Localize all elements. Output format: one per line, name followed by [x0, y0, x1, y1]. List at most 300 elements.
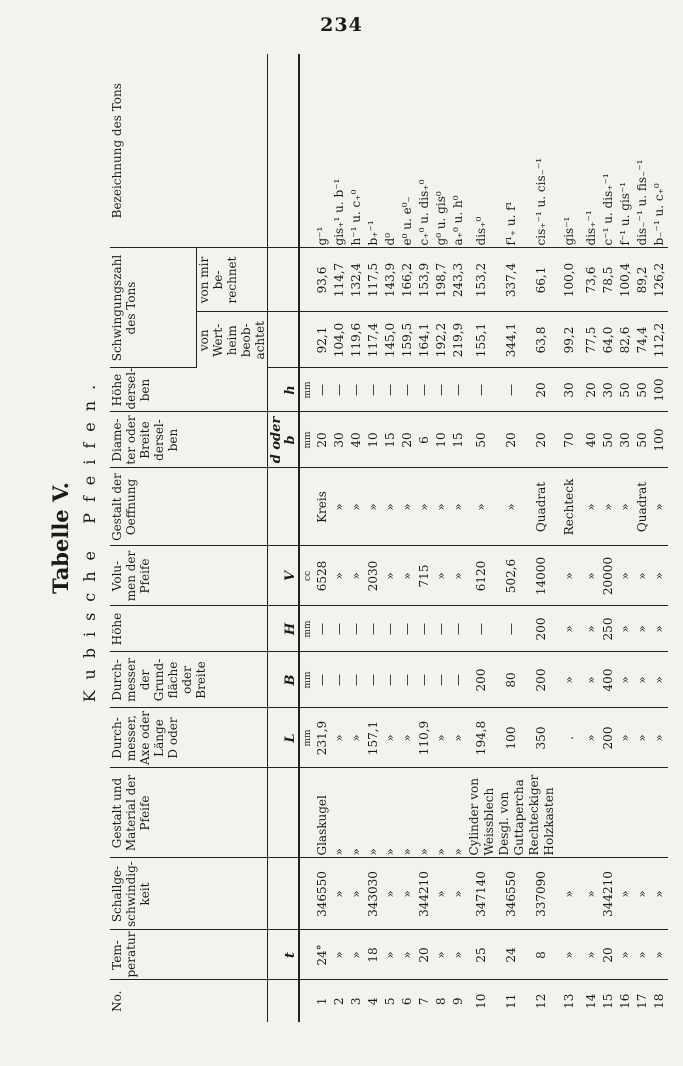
- header-axis: Durch-messer, Axe oder Länge D oder: [110, 708, 267, 768]
- cell-row-number: 8: [433, 997, 448, 1006]
- cell-material: Rechteckiger Holzkasten: [527, 768, 557, 858]
- cell-tone-name: e⁰ u. e⁰₋: [399, 54, 416, 248]
- table-row: [527, 54, 557, 1022]
- cell-freq-observed: 99,2: [557, 312, 583, 368]
- cell-opening-shape: »: [467, 468, 497, 546]
- cell-tone-name: c₊⁰ u. dis₊⁰: [416, 54, 433, 248]
- cell-opening-diameter: 15: [450, 412, 467, 468]
- cell-tone-name: dis₊⁰: [467, 54, 497, 248]
- cell-material: »: [331, 768, 348, 858]
- cell-volume: »: [433, 546, 450, 606]
- symbol-diameter: d oder b: [267, 412, 299, 468]
- table-row: [583, 54, 600, 1022]
- cell-opening-shape: Rechteck: [557, 468, 583, 546]
- table-row: [450, 54, 467, 1022]
- cell-tone-name: b₋⁻¹ u. c₊⁰: [651, 54, 668, 248]
- cell-base-width: »: [583, 652, 600, 708]
- cell-height: —: [314, 606, 331, 652]
- cell-height: »: [651, 606, 668, 652]
- cell-freq-calculated: 100,4: [617, 248, 634, 312]
- symbol-axis: L: [267, 708, 299, 768]
- cell-opening-diameter: 20: [527, 412, 557, 468]
- symbol-base: B: [267, 652, 299, 708]
- cell-sound-speed: »: [583, 858, 600, 930]
- cell-material: »: [348, 768, 365, 858]
- cell-axis-length: 157,1: [365, 708, 382, 768]
- cell-material: »: [382, 768, 399, 858]
- table-row: [651, 54, 668, 1022]
- cell-height: 200: [527, 606, 557, 652]
- symbol-temperature: t: [267, 930, 299, 980]
- table-row: [467, 54, 497, 1022]
- cell-sound-speed: »: [433, 858, 450, 930]
- cell-opening-diameter: 20: [314, 412, 331, 468]
- cell-volume: 14000: [527, 546, 557, 606]
- cell-axis-length: »: [583, 708, 600, 768]
- cell-freq-calculated: 243,3: [450, 248, 467, 312]
- header-height: Höhe: [110, 606, 267, 652]
- unit-diameter: mm: [302, 431, 313, 449]
- cell-freq-calculated: 132,4: [348, 248, 365, 312]
- cell-axis-length: 231,9: [314, 708, 331, 768]
- cell-opening-height: —: [450, 368, 467, 412]
- cell-volume: 6528: [314, 546, 331, 606]
- cell-opening-height: 30: [600, 368, 617, 412]
- cell-row-number: 16: [617, 993, 632, 1009]
- cell-axis-length: 350: [527, 708, 557, 768]
- header-frequency-group: Schwingungszahl des Tons: [110, 248, 196, 368]
- cell-volume: 502,6: [497, 546, 527, 606]
- header-material: Gestalt und Material der Pfeife: [110, 768, 267, 858]
- header-volume: Volu-men der Pfeife: [110, 546, 267, 606]
- cell-base-width: —: [433, 652, 450, 708]
- cell-material: Cylinder von Weissblech: [467, 768, 497, 858]
- cell-tone-name: gis₊¹ u. b⁻¹: [331, 54, 348, 248]
- cell-base-width: »: [617, 652, 634, 708]
- cell-tone-name: c⁻¹ u. dis₊⁻¹: [600, 54, 617, 248]
- cell-tone-name: f¹₊ u. f¹: [497, 54, 527, 248]
- cell-tone-name: b₊⁻¹: [365, 54, 382, 248]
- cell-base-width: —: [382, 652, 399, 708]
- cell-row-number: 7: [416, 997, 431, 1006]
- cell-sound-speed: 344210: [416, 858, 433, 930]
- cell-opening-shape: »: [651, 468, 668, 546]
- header-sound-speed: Schallge-schwindig-keit: [110, 858, 267, 930]
- cell-height: »: [634, 606, 651, 652]
- unit-base: mm: [302, 671, 313, 689]
- table-row: [634, 54, 651, 1022]
- symbol-height: H: [267, 606, 299, 652]
- cell-material: Glaskugel: [314, 768, 331, 858]
- table-row: [314, 54, 331, 1022]
- cell-axis-length: »: [348, 708, 365, 768]
- cell-height: —: [450, 606, 467, 652]
- header-opening-diameter: Diame-ter oder Breite dersel-ben: [110, 412, 267, 468]
- cell-temperature: 24°: [314, 930, 331, 980]
- cell-row-number: 3: [348, 997, 363, 1006]
- cell-freq-observed: 77,5: [583, 312, 600, 368]
- cell-sound-speed: »: [634, 858, 651, 930]
- cell-sound-speed: »: [348, 858, 365, 930]
- cell-opening-height: —: [382, 368, 399, 412]
- table-row: [600, 54, 617, 1022]
- cell-temperature: »: [348, 930, 365, 980]
- cell-volume: »: [634, 546, 651, 606]
- cell-temperature: »: [651, 930, 668, 980]
- cell-opening-height: —: [467, 368, 497, 412]
- cell-tone-name: g⁻¹: [314, 54, 331, 248]
- cell-opening-shape: »: [583, 468, 600, 546]
- cell-temperature: »: [399, 930, 416, 980]
- cell-opening-shape: »: [450, 468, 467, 546]
- cell-freq-calculated: 93,6: [314, 248, 331, 312]
- cell-opening-diameter: 50: [467, 412, 497, 468]
- cell-base-width: »: [651, 652, 668, 708]
- cell-temperature: »: [617, 930, 634, 980]
- cell-volume: »: [399, 546, 416, 606]
- cell-opening-shape: Quadrat: [527, 468, 557, 546]
- cell-opening-shape: »: [416, 468, 433, 546]
- cell-freq-observed: 119,6: [348, 312, 365, 368]
- symbol-tone: [267, 54, 299, 248]
- cell-axis-length: »: [331, 708, 348, 768]
- cell-height: —: [382, 606, 399, 652]
- cell-tone-name: a₊⁰ u. h⁰: [450, 54, 467, 248]
- cell-opening-diameter: 6: [416, 412, 433, 468]
- cell-freq-observed: 344,1: [497, 312, 527, 368]
- cell-axis-length: »: [450, 708, 467, 768]
- cell-sound-speed: »: [651, 858, 668, 930]
- cell-tone-name: h⁻¹ u. c₊⁰: [348, 54, 365, 248]
- cell-material: »: [399, 768, 416, 858]
- cell-freq-calculated: 143,9: [382, 248, 399, 312]
- cell-tone-name: cis₊⁻¹ u. cis₋⁻¹: [527, 54, 557, 248]
- cell-height: 250: [600, 606, 617, 652]
- cell-height: »: [617, 606, 634, 652]
- header-frequency-observed: von Wert-heim beob-achtet: [196, 312, 267, 368]
- cell-opening-height: —: [365, 368, 382, 412]
- cell-base-width: 200: [527, 652, 557, 708]
- cell-axis-length: 100: [497, 708, 527, 768]
- cell-sound-speed: »: [450, 858, 467, 930]
- table-row: [399, 54, 416, 1022]
- cell-temperature: 18: [365, 930, 382, 980]
- cell-opening-height: —: [433, 368, 450, 412]
- cell-freq-observed: 112,2: [651, 312, 668, 368]
- cell-row-number: 1: [314, 997, 329, 1006]
- cell-base-width: —: [348, 652, 365, 708]
- cell-height: —: [348, 606, 365, 652]
- cell-opening-height: 50: [617, 368, 634, 412]
- cell-sound-speed: »: [399, 858, 416, 930]
- cell-sound-speed: 346550: [497, 858, 527, 930]
- cell-opening-diameter: 30: [331, 412, 348, 468]
- cell-volume: »: [450, 546, 467, 606]
- cell-base-width: 400: [600, 652, 617, 708]
- cell-height: »: [583, 606, 600, 652]
- cell-material: »: [450, 768, 467, 858]
- rotated-table-block: [44, 54, 666, 1022]
- cell-opening-height: —: [416, 368, 433, 412]
- cell-opening-shape: Quadrat: [634, 468, 651, 546]
- cell-freq-observed: 145,0: [382, 312, 399, 368]
- cell-volume: 2030: [365, 546, 382, 606]
- data-table: [110, 54, 668, 1022]
- symbol-observed: [267, 312, 299, 368]
- cell-freq-calculated: 153,2: [467, 248, 497, 312]
- symbol-speed: [267, 858, 299, 930]
- cell-sound-speed: »: [557, 858, 583, 930]
- cell-base-width: —: [399, 652, 416, 708]
- cell-row-number: 14: [583, 993, 598, 1009]
- cell-base-width: 200: [467, 652, 497, 708]
- cell-row-number: 5: [382, 997, 397, 1006]
- cell-sound-speed: 337090: [527, 858, 557, 930]
- cell-opening-shape: »: [600, 468, 617, 546]
- unit-volume: cc: [302, 570, 313, 582]
- cell-freq-calculated: 198,7: [433, 248, 450, 312]
- cell-opening-shape: »: [382, 468, 399, 546]
- cell-freq-observed: 63,8: [527, 312, 557, 368]
- unit-opening-height: mm: [302, 381, 313, 399]
- cell-material: [634, 768, 651, 858]
- cell-axis-length: »: [399, 708, 416, 768]
- header-no: No.: [110, 980, 267, 1022]
- table-row: [365, 54, 382, 1022]
- table-row: [497, 54, 527, 1022]
- cell-temperature: »: [331, 930, 348, 980]
- cell-temperature: »: [557, 930, 583, 980]
- cell-material: Desgl. von Guttapercha: [497, 768, 527, 858]
- table-body: [299, 54, 668, 1022]
- cell-opening-shape: »: [399, 468, 416, 546]
- cell-freq-observed: 164,1: [416, 312, 433, 368]
- cell-axis-length: .: [557, 708, 583, 768]
- cell-axis-length: 110,9: [416, 708, 433, 768]
- cell-temperature: 25: [467, 930, 497, 980]
- cell-opening-diameter: 40: [583, 412, 600, 468]
- cell-opening-height: —: [314, 368, 331, 412]
- page-number: 234: [320, 14, 363, 36]
- cell-freq-calculated: 126,2: [651, 248, 668, 312]
- cell-opening-diameter: 15: [382, 412, 399, 468]
- cell-sound-speed: »: [617, 858, 634, 930]
- cell-material: [651, 768, 668, 858]
- cell-freq-observed: 219,9: [450, 312, 467, 368]
- cell-base-width: —: [450, 652, 467, 708]
- cell-temperature: »: [382, 930, 399, 980]
- cell-freq-calculated: 114,7: [331, 248, 348, 312]
- cell-axis-length: »: [634, 708, 651, 768]
- cell-freq-observed: 92,1: [314, 312, 331, 368]
- table-row: [331, 54, 348, 1022]
- cell-sound-speed: »: [382, 858, 399, 930]
- cell-base-width: »: [634, 652, 651, 708]
- header-tone: Bezeichnung des Tons: [110, 54, 267, 248]
- cell-opening-height: 30: [557, 368, 583, 412]
- table-row: [557, 54, 583, 1022]
- cell-opening-height: 20: [527, 368, 557, 412]
- cell-axis-length: 194,8: [467, 708, 497, 768]
- cell-opening-shape: »: [433, 468, 450, 546]
- cell-sound-speed: 343030: [365, 858, 382, 930]
- cell-tone-name: f⁻¹ u. gis⁻¹: [617, 54, 634, 248]
- cell-material: »: [433, 768, 450, 858]
- cell-tone-name: dis₊⁻¹: [583, 54, 600, 248]
- cell-temperature: »: [433, 930, 450, 980]
- cell-axis-length: »: [617, 708, 634, 768]
- cell-base-width: »: [557, 652, 583, 708]
- cell-opening-diameter: 30: [617, 412, 634, 468]
- cell-row-number: 6: [399, 997, 414, 1006]
- cell-opening-height: —: [399, 368, 416, 412]
- cell-height: —: [365, 606, 382, 652]
- cell-opening-height: 50: [634, 368, 651, 412]
- header-frequency-calculated: von mir be-rechnet: [196, 248, 267, 312]
- cell-axis-length: »: [651, 708, 668, 768]
- cell-row-number: 18: [651, 993, 666, 1009]
- cell-freq-observed: 74,4: [634, 312, 651, 368]
- cell-volume: »: [348, 546, 365, 606]
- cell-tone-name: d⁰: [382, 54, 399, 248]
- cell-freq-calculated: 117,5: [365, 248, 382, 312]
- symbol-opening: [267, 468, 299, 546]
- cell-freq-observed: 155,1: [467, 312, 497, 368]
- cell-opening-shape: »: [617, 468, 634, 546]
- cell-base-width: —: [331, 652, 348, 708]
- table-row: [617, 54, 634, 1022]
- cell-axis-length: »: [382, 708, 399, 768]
- cell-base-width: —: [416, 652, 433, 708]
- symbol-calculated: [267, 248, 299, 312]
- symbol-no: [267, 980, 299, 1022]
- cell-temperature: 20: [600, 930, 617, 980]
- cell-row-number: 10: [474, 993, 488, 1009]
- table-row: [382, 54, 399, 1022]
- cell-freq-calculated: 66,1: [527, 248, 557, 312]
- cell-tone-name: gis⁻¹: [557, 54, 583, 248]
- table-title: Tabelle V.: [48, 482, 73, 594]
- cell-row-number: 17: [634, 993, 649, 1009]
- cell-opening-shape: Kreis: [314, 468, 331, 546]
- cell-material: »: [416, 768, 433, 858]
- table-row: [348, 54, 365, 1022]
- unit-axis: mm: [302, 729, 313, 747]
- cell-freq-observed: 64,0: [600, 312, 617, 368]
- symbol-volume: V: [267, 546, 299, 606]
- cell-height: —: [399, 606, 416, 652]
- cell-base-width: —: [314, 652, 331, 708]
- cell-temperature: »: [583, 930, 600, 980]
- cell-opening-diameter: 10: [365, 412, 382, 468]
- cell-opening-height: 100: [651, 368, 668, 412]
- cell-freq-calculated: 78,5: [600, 248, 617, 312]
- cell-row-number: 12: [534, 993, 548, 1009]
- cell-opening-height: 20: [583, 368, 600, 412]
- cell-temperature: 8: [527, 930, 557, 980]
- cell-opening-diameter: 20: [497, 412, 527, 468]
- cell-freq-observed: 192,2: [433, 312, 450, 368]
- cell-volume: 6120: [467, 546, 497, 606]
- cell-opening-diameter: 50: [634, 412, 651, 468]
- cell-freq-calculated: 100,0: [557, 248, 583, 312]
- cell-height: —: [433, 606, 450, 652]
- header-temperature: Tem-peratur: [110, 930, 267, 980]
- cell-temperature: »: [634, 930, 651, 980]
- cell-base-width: —: [365, 652, 382, 708]
- cell-freq-calculated: 153,9: [416, 248, 433, 312]
- cell-material: [583, 768, 600, 858]
- cell-opening-diameter: 40: [348, 412, 365, 468]
- cell-freq-observed: 159,5: [399, 312, 416, 368]
- cell-opening-diameter: 50: [600, 412, 617, 468]
- cell-opening-diameter: 10: [433, 412, 450, 468]
- cell-height: »: [557, 606, 583, 652]
- cell-opening-shape: »: [331, 468, 348, 546]
- cell-volume: »: [557, 546, 583, 606]
- cell-material: [557, 768, 583, 858]
- cell-axis-length: 200: [600, 708, 617, 768]
- cell-temperature: 24: [497, 930, 527, 980]
- cell-freq-calculated: 166,2: [399, 248, 416, 312]
- cell-row-number: 2: [331, 997, 346, 1006]
- cell-sound-speed: 344210: [600, 858, 617, 930]
- cell-opening-height: —: [348, 368, 365, 412]
- cell-temperature: 20: [416, 930, 433, 980]
- cell-opening-height: —: [331, 368, 348, 412]
- table-row: [433, 54, 450, 1022]
- cell-base-width: 80: [497, 652, 527, 708]
- cell-height: —: [497, 606, 527, 652]
- cell-volume: »: [651, 546, 668, 606]
- header-opening-shape: Gestalt der Oeffnung: [110, 468, 267, 546]
- cell-row-number: 4: [365, 997, 380, 1006]
- cell-height: —: [416, 606, 433, 652]
- header-opening-height: Höhe dersel-ben: [110, 368, 267, 412]
- units-row: [299, 54, 314, 1022]
- table-subtitle: Kubische Pfeifen.: [80, 373, 99, 703]
- cell-freq-calculated: 337,4: [497, 248, 527, 312]
- cell-row-number: 11: [504, 993, 518, 1009]
- cell-freq-calculated: 73,6: [583, 248, 600, 312]
- cell-volume: »: [331, 546, 348, 606]
- cell-row-number: 13: [562, 993, 576, 1009]
- cell-opening-height: —: [497, 368, 527, 412]
- cell-height: —: [331, 606, 348, 652]
- cell-tone-name: dis₋⁻¹ u. fis₋⁻¹: [634, 54, 651, 248]
- cell-opening-shape: »: [348, 468, 365, 546]
- header-base: Durch-messer der Grund-fläche oder Breite: [110, 652, 267, 708]
- cell-material: [617, 768, 634, 858]
- cell-opening-diameter: 20: [399, 412, 416, 468]
- cell-sound-speed: »: [331, 858, 348, 930]
- cell-opening-diameter: 100: [651, 412, 668, 468]
- cell-axis-length: »: [433, 708, 450, 768]
- cell-sound-speed: 346550: [314, 858, 331, 930]
- cell-freq-observed: 82,6: [617, 312, 634, 368]
- cell-opening-diameter: 70: [557, 412, 583, 468]
- cell-row-number: 9: [450, 997, 465, 1006]
- cell-volume: »: [617, 546, 634, 606]
- cell-volume: 20000: [600, 546, 617, 606]
- cell-row-number: 15: [600, 993, 615, 1009]
- cell-volume: 715: [416, 546, 433, 606]
- cell-freq-calculated: 89,2: [634, 248, 651, 312]
- cell-volume: »: [382, 546, 399, 606]
- cell-opening-shape: »: [497, 468, 527, 546]
- unit-height: mm: [302, 620, 313, 638]
- cell-freq-observed: 117,4: [365, 312, 382, 368]
